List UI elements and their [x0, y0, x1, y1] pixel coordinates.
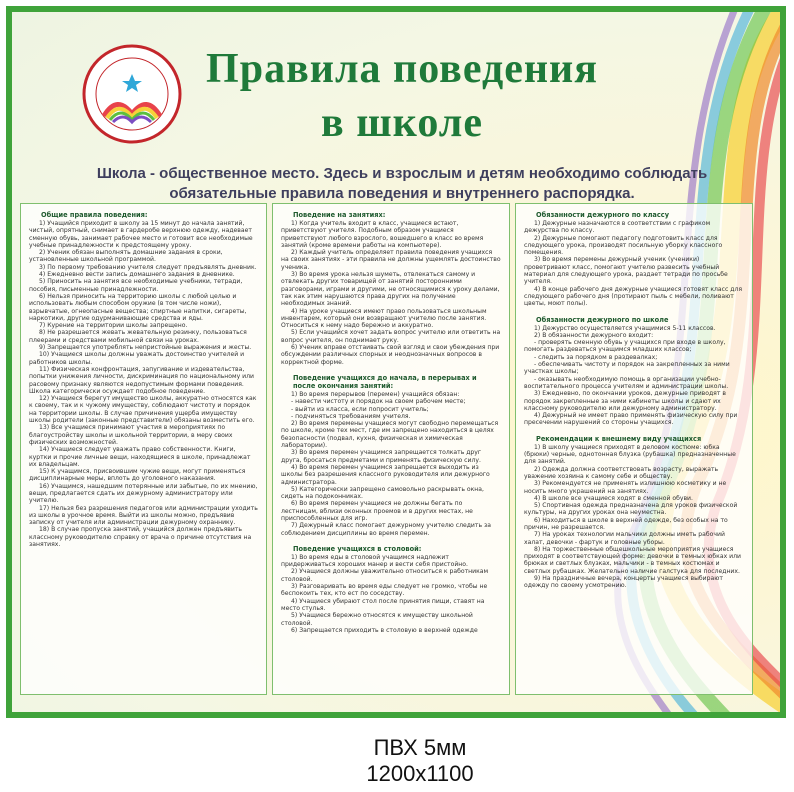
section-heading: Поведение на занятиях:	[293, 211, 386, 219]
rule-item: 5) Если учащийся хочет задать вопрос учителю или ответить на вопрос учителя, он поднимает руку.	[281, 329, 501, 344]
rule-item: - проверять сменную обувь у учащихся при входе в школу, помогать раздеваться учащимся младших классов;	[524, 339, 726, 354]
size-caption: 1200х1100	[366, 761, 474, 786]
rule-item: 7) На уроках технологии мальчики должны иметь рабочий халат, девочки - фартук и головные уборы.	[524, 531, 725, 546]
rule-item: 3) Во время перемены дежурный ученик (ученики) проветривают класс, помогают учителю развесить учебный материал для следующего урока, раздает тетради по просьбе учителя.	[524, 256, 728, 286]
rule-item: 9) Запрещается употреблять непристойные выражения и жесты.	[39, 344, 252, 352]
title-line-2: в школе	[321, 100, 483, 146]
rule-item: 4) Учащиеся убирают стол после принятия пищи, ставят на место стулья.	[281, 597, 485, 612]
rules-section	[281, 374, 501, 537]
material-caption: ПВХ 5мм	[373, 735, 467, 760]
rule-item: 2) Дежурные помогают педагогу подготовить класс для следующего урока, производят посильную уборку классного помещения.	[524, 234, 723, 257]
section-heading: Общие правила поведения:	[41, 211, 148, 219]
title-line-1: Правила поведения	[206, 46, 598, 92]
rule-item: 2) Во время перемены учащиеся могут свободно перемещаться по школе, кроме тех мест, где им запрещено находиться в целях безопасности (подвал, кухня, физическая и химическая лаборатории).	[281, 420, 499, 450]
rule-item: 3) По первому требованию учителя следует предъявлять дневник.	[39, 263, 257, 271]
section-heading: Рекомендации к внешнему виду учащихся	[536, 434, 702, 443]
rules-section	[524, 435, 744, 590]
rule-item: 15) К учащимся, присвоившим чужие вещи, могут применяться дисциплинарные меры, вплоть до уголовного наказания.	[29, 468, 246, 483]
rule-item: - подчиняться требованиям учителя.	[291, 412, 411, 420]
rule-item: 5) Спортивная одежда предназначена для уроков физической культуры, на других уроках она неуместна.	[524, 502, 738, 517]
rule-item: - оказывать необходимую помощь в организации учебно-воспитательного процесса учителям и администрации школы.	[524, 375, 729, 390]
subtitle-line-2: обязательные правила поведения и внутреннего распорядка.	[169, 185, 635, 202]
rule-item: 2) В обязанности дежурного входит:	[534, 331, 654, 339]
section-heading: Поведение учащихся до начала, в перерывах и после окончания занятий:	[293, 373, 477, 390]
rule-item: 3) Ежедневно, по окончании уроков, дежурные приводят в порядок закрепленные за ними кабинеты школы и сдают их классному руководителю или дежурному администратору.	[524, 390, 726, 412]
rule-item: - обеспечивать чистоту и порядок на закрепленных за ними участках школы;	[524, 361, 730, 376]
rule-item: 4) Ежедневно вести запись домашнего задания в дневнике.	[39, 271, 235, 279]
rules-section	[281, 545, 501, 634]
rule-item: 5) Учащиеся бережно относятся к имуществу школьной столовой.	[281, 612, 473, 627]
rule-item: 9) На праздничные вечера, концерты учащиеся выбирают одежду по своему усмотрению.	[524, 575, 723, 590]
rule-item: - следить за порядком в раздевалках;	[534, 353, 658, 361]
rule-item: 7) Курение на территории школы запрещено.	[39, 322, 188, 330]
rule-item: 6) Ученик вправе отстаивать свой взгляд и свои убеждения при обсуждении различных спорных и неоднозначных вопросов в корректной форме.	[281, 344, 500, 366]
section-heading: Поведение учащихся в столовой:	[293, 544, 422, 553]
rules-column-2	[272, 203, 510, 695]
page-title	[162, 42, 642, 150]
rule-item: 4) Дежурный не имеет право применять физическую силу при пресечении нарушений со стороны учащихся.	[524, 412, 738, 427]
rule-item: 4) На уроке учащиеся имеют право пользоваться школьным инвентарем, который они возвращают учителю после занятия. Относиться к нему надо бережно и аккуратно.	[281, 307, 487, 330]
rule-item: 4) В конце рабочего дня дежурные учащиеся готовят класс для следующего рабочего дня (протирают пыль с мебели, поливают цветы, моют полы).	[524, 285, 743, 308]
rule-item: 14) Учащиеся следует уважать право собственности. Книги, куртки и прочие личные вещи, находящиеся в школе, принадлежат их владельцам.	[29, 446, 251, 468]
rule-item: 1) Когда учитель входит в класс, учащиеся встают, приветствуют учителя. Подобным образом учащиеся приветствуют любого взрослого, вошедшего в класс во время занятий (кроме времени работы на компьютере).	[281, 220, 484, 249]
rule-item: 6) Находиться в школе в верхней одежде, без особых на то причин, не разрешается.	[524, 516, 728, 531]
rule-item: 4) В школе все учащиеся ходят в сменной обуви.	[534, 494, 693, 502]
rule-item: 3) Во время перемен учащимся запрещается толкать друг друга, бросаться предметами и применять физическую силу.	[281, 449, 482, 464]
rule-item: 6) Во время перемен учащиеся не должны бегать по лестницам, вблизи оконных проемов и в других местах, не приспособленных для игр.	[281, 500, 473, 522]
rule-item: 3) Разговаривать во время еды следует не громко, чтобы не беспокоить тех, кто ест по соседству.	[281, 583, 488, 598]
rule-item: 8) Не разрешается жевать жевательную резинку, пользоваться плеерами и средствами мобильной связи на уроках.	[29, 329, 247, 344]
rule-item: 12) Учащиеся берегут имущество школы, аккуратно относятся как к своему, так и к чужому имуществу, соблюдают чистоту и порядок на территории школы. В случае причинения ущерба имуществу школы родители (законные представители) обязаны возместить его.	[29, 395, 257, 425]
subtitle	[52, 164, 752, 204]
rule-item: 13) Все учащиеся принимают участия в мероприятиях по благоустройству школы и школьной территории, в меру своих физических возможностей.	[29, 424, 233, 446]
rule-item: 5) Приносить на занятия все необходимые учебники, тетради, пособия, письменные принадлежности.	[29, 278, 243, 293]
rules-section	[524, 211, 744, 308]
rule-item: 1) Дежурство осуществляется учащимися 5-11 классов.	[534, 324, 716, 332]
rule-item: 2) Одежда должна соответствовать возрасту, выражать уважение хозяина к самому себе и обществу.	[524, 465, 719, 480]
rule-item: 6) Нельзя приносить на территорию школы с любой целью и использовать любым способом оружие (в том числе ножи), взрывчатые, огнеопасные вещества; спиртные напитки, сигареты, наркотики, другие одурманивающие средства и яды.	[29, 292, 247, 322]
rule-item: 2) Учащиеся должны уважительно относиться к работникам столовой.	[281, 568, 489, 583]
rule-item: 11) Физическая конфронтация, запугивание и издевательства, попытки унижения личности, дискриминация по национальному или расовому признаку являются недопустимым формами поведения. Школа категорически осуждает подобное поведение.	[29, 365, 254, 395]
section-heading: Обязанности дежурного по школе	[536, 315, 669, 324]
rules-column-1	[20, 203, 267, 695]
rule-item: 2) Ученик обязан выполнять домашние задания в сроки, установленные школьной программой.	[29, 249, 223, 264]
rules-section	[29, 211, 258, 548]
rule-item: 1) Учащийся приходит в школу за 15 минут до начала занятий, чистый, опрятный, снимает в гардеробе верхнюю одежду, надевает сменную обувь, занимает рабочее место и готовит все необходимые учебные принадлежности к предстоящему уроку.	[29, 220, 253, 249]
rule-item: 8) На торжественные общешкольные мероприятия учащиеся приходят в соответствующей форме: девочки в темных юбках или брюках и светлых блузках, мальчики - в темных костюмах и светлых рубашках. Желательно наличие галстука для последних.	[524, 545, 741, 575]
subtitle-line-1: Школа - общественное место. Здесь и взрослым и детям необходимо соблюдать	[96, 165, 708, 182]
rule-item: 3) Во время урока нельзя шуметь, отвлекаться самому и отвлекать других товарищей от занятий посторонними разговорами, играми и другими, не относящимися к уроку делами, так как этим нарушаются права других на получение необходимых знаний.	[281, 271, 500, 308]
rule-item: 1) В школу учащиеся приходят в деловом костюме: юбка (брюки) черные, однотонная блузка (рубашка) предназначенные для занятий.	[524, 443, 736, 466]
rule-item: - выйти из класса, если попросит учитель;	[291, 405, 429, 413]
rule-item: - навести чистоту и порядок на своем рабочем месте;	[291, 398, 466, 406]
rule-item: 16) Учащимся, нашедшим потерянные или забытые, по их мнению, вещи, предлагается сдать их дежурному администратору или учителю.	[29, 482, 258, 505]
rule-item: 18) В случае пропуска занятий, учащийся должен предъявить классному руководителю справку от врача о причине отсутствия на занятиях.	[29, 526, 252, 549]
rules-section	[524, 316, 744, 427]
rule-item: 17) Нельзя без разрешения педагогов или администрации уходить из школы в урочное время. Выйти из школы можно, предъявив записку от учителя или администрации дежурному охраннику.	[29, 504, 258, 527]
rule-item: 4) Во время перемен учащимся запрещается выходить из школы без разрешения классного руководителя или дежурного администратора.	[281, 463, 490, 486]
rule-item: 3) Рекомендуется не применять излишнюю косметику и не носить много украшений на занятиях.	[524, 480, 727, 495]
rules-section	[281, 211, 501, 366]
rules-column-3	[515, 203, 753, 695]
rule-item: 1) Во время еды в столовой учащимся надлежит придерживаться хороших манер и вести себя пристойно.	[281, 553, 468, 569]
rule-item: 1) Во время перерывов (перемен) учащийся обязан:	[291, 390, 460, 398]
rule-item: 10) Учащиеся школы должны уважать достоинство учителей и работников школы.	[29, 351, 245, 366]
rule-item: 7) Дежурный класс помогает дежурному учителю следить за соблюдением дисциплины во время перемен.	[281, 522, 491, 537]
rule-item: 5) Категорически запрещено самовольно раскрывать окна, сидеть на подоконниках.	[281, 485, 484, 501]
section-heading: Обязанности дежурного по классу	[536, 211, 669, 219]
rule-item: 2) Каждый учитель определяет правила поведения учащихся на своих занятиях - эти правила не должны ущемлять достоинство ученика.	[281, 249, 501, 271]
rule-item: 6) Запрещается приходить в столовую в верхней одежде	[291, 626, 478, 634]
rule-item: 1) Дежурные назначаются в соответствии с графиком дежурства по классу.	[524, 220, 711, 235]
